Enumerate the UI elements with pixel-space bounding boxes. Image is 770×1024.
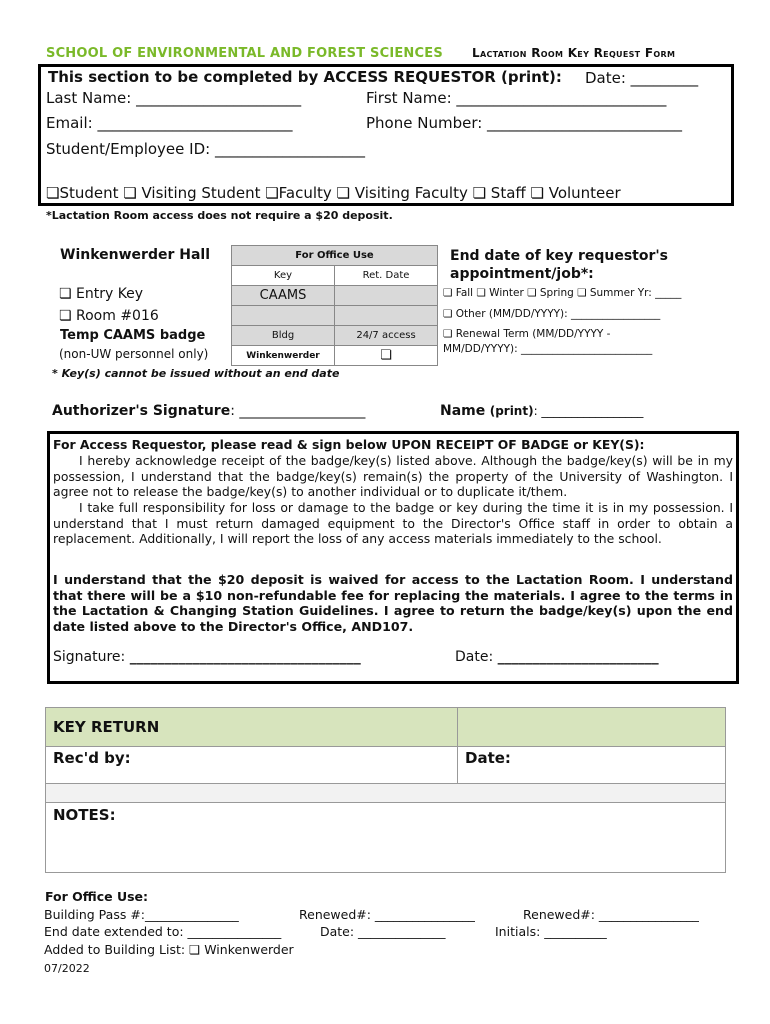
- form-version: 07/2022: [44, 962, 90, 975]
- office-use-table: [231, 245, 438, 366]
- other-date-field[interactable]: ❏ Other (MM/DD/YYYY): _________________: [443, 308, 661, 320]
- authorizer-name-field[interactable]: [440, 403, 643, 419]
- office-table-header: For Office Use: [232, 246, 438, 266]
- caams-cell: CAAMS: [232, 286, 335, 306]
- caams-ret-cell: [335, 286, 438, 306]
- non-uw-note: (non-UW personnel only): [59, 347, 209, 361]
- name-label: Name: [440, 403, 486, 419]
- initials-field[interactable]: Initials: __________: [495, 924, 607, 939]
- key-return-table: [45, 707, 726, 873]
- agreement-paragraph-1: I hereby acknowledge receipt of the badge/key(s) listed above. Although the badge/key(s) will be in my possession, I understand that the badge/key(s) remain(s) the property of the University of Washington. I agree not to release the badge/key(s) to another individual or to duplicate it/them.: [53, 453, 733, 500]
- authorizer-signature-field[interactable]: [52, 403, 365, 419]
- term-checkboxes[interactable]: ❏ Fall ❏ Winter ❏ Spring ❏ Summer Yr: _____: [443, 287, 682, 299]
- school-name: SCHOOL OF ENVIRONMENTAL AND FOREST SCIENCES: [46, 46, 443, 61]
- key-return-title: KEY RETURN: [46, 708, 458, 747]
- requestor-date-field[interactable]: [455, 649, 659, 665]
- building-name: Winkenwerder Hall: [60, 247, 210, 263]
- notes-field[interactable]: NOTES:: [46, 803, 726, 873]
- role-checkboxes[interactable]: ❏Student ❏ Visiting Student ❏Faculty ❏ Visiting Faculty ❏ Staff ❏ Volunteer: [46, 184, 621, 202]
- end-date-warning: * Key(s) cannot be issued without an end date: [52, 367, 340, 380]
- temp-badge-label: Temp CAAMS badge: [60, 328, 206, 343]
- end-date-title-2: appointment/job*:: [450, 266, 594, 282]
- date-label: Date:: [455, 649, 498, 665]
- building-pass-field[interactable]: Building Pass #:_______________: [44, 907, 239, 922]
- entry-key-checkbox[interactable]: ❏ Entry Key: [59, 286, 144, 302]
- phone-field[interactable]: Phone Number: __________________________: [366, 114, 683, 132]
- agreement-paragraph-3: I understand that the $20 deposit is waived for access to the Lactation Room. I understand that there will be a $10 non-refundable fee for replacing the materials. I agree to the terms in the Lactation & Changing Station Guidelines. I agree to return the badge/key(s) upon the end date listed above to the Director's Office, AND107.: [53, 572, 733, 634]
- return-date-field[interactable]: Date:: [458, 747, 726, 784]
- key-return-spacer: [46, 784, 726, 803]
- building-list-checkbox[interactable]: Added to Building List: ❏ Winkenwerder: [44, 942, 294, 957]
- end-date-extended-field[interactable]: End date extended to: _______________: [44, 924, 282, 939]
- renewal-term-line[interactable]: MM/DD/YYYY): _________________________: [443, 343, 653, 355]
- name-line: : _________________: [533, 404, 644, 418]
- winkenwerder-cell: Winkenwerder: [232, 346, 335, 366]
- authorizer-sig-label: Authorizer's Signature: [52, 403, 231, 419]
- col-ret-date: Ret. Date: [335, 266, 438, 286]
- office-use-title: For Office Use:: [45, 889, 149, 904]
- first-name-field[interactable]: First Name: ____________________________: [366, 89, 667, 107]
- signature-line: _________________________________: [129, 649, 361, 665]
- form-title: Lactation Room Key Request Form: [472, 46, 676, 60]
- bldg-label: Bldg: [232, 326, 335, 346]
- recd-by-field[interactable]: Rec'd by:: [46, 747, 458, 784]
- key-return-header-blank: [458, 708, 726, 747]
- agreement-heading: For Access Requestor, please read & sign below UPON RECEIPT OF BADGE or KEY(S):: [53, 437, 645, 452]
- renewed-field-1[interactable]: Renewed#: ________________: [299, 907, 475, 922]
- requestor-section-title: This section to be completed by ACCESS REQUESTOR (print):: [48, 68, 562, 86]
- access-label: 24/7 access: [335, 326, 438, 346]
- access-checkbox[interactable]: ❏: [335, 346, 438, 366]
- deposit-note: *Lactation Room access does not require a $20 deposit.: [46, 209, 393, 222]
- agreement-paragraph-2: I take full responsibility for loss or damage to the badge or key during the time it is in my possession. I understand that I must return damaged equipment to the Director's Office staff in order to obtain a replacement. Additionally, I will report the loss of any access materials immediately to the school.: [53, 500, 733, 547]
- signature-label: Signature:: [53, 649, 130, 665]
- room-checkbox[interactable]: ❏ Room #016: [59, 308, 159, 324]
- end-date-title: End date of key requestor's: [450, 248, 669, 264]
- renewal-term-field[interactable]: ❏ Renewal Term (MM/DD/YYYY -: [443, 328, 611, 340]
- name-print-label: (print): [489, 404, 534, 418]
- renewed-field-2[interactable]: Renewed#: ________________: [523, 907, 699, 922]
- room-key-cell: [232, 306, 335, 326]
- email-field[interactable]: Email: __________________________: [46, 114, 293, 132]
- student-id-field[interactable]: Student/Employee ID: ____________________: [46, 140, 365, 158]
- last-name-field[interactable]: Last Name: ______________________: [46, 89, 302, 107]
- date-field[interactable]: Date: _________: [585, 69, 699, 87]
- office-date-field[interactable]: Date: ______________: [320, 924, 446, 939]
- date-line: _______________________: [497, 649, 659, 665]
- room-ret-cell: [335, 306, 438, 326]
- requestor-signature-field[interactable]: [53, 649, 361, 665]
- col-key: Key: [232, 266, 335, 286]
- authorizer-sig-line: : __________________: [230, 403, 366, 419]
